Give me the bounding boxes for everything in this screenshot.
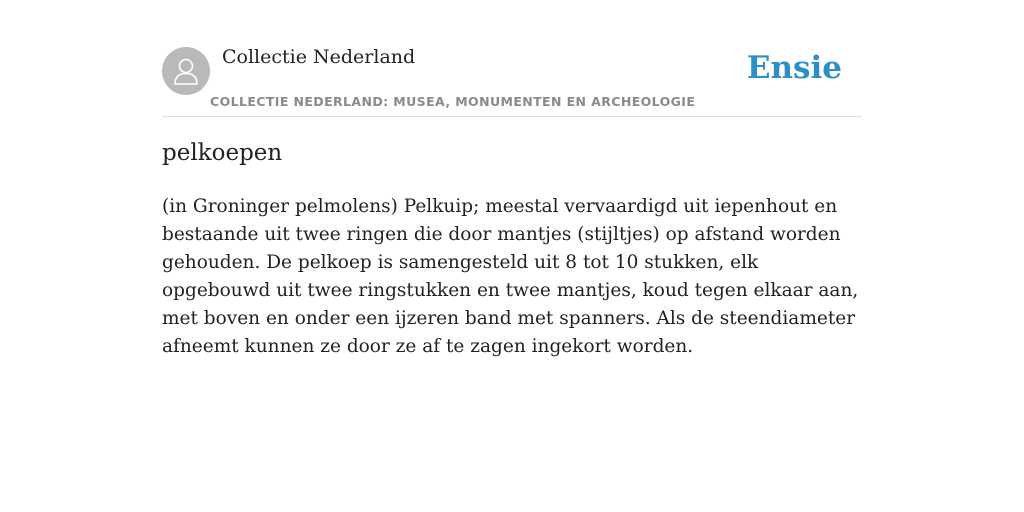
avatar[interactable] [162, 47, 210, 95]
entry-header [162, 0, 862, 117]
user-silhouette-icon [172, 56, 200, 86]
author-subtitle: COLLECTIE NEDERLAND: MUSEA, MONUMENTEN EN ARCHEOLOGIE [210, 94, 696, 109]
brand-logo[interactable]: Ensie [746, 50, 842, 86]
entry-definition: (in Groninger pelmolens) Pelkuip; meestal vervaardigd uit iepenhout en bestaande uit twee ringen die door mantjes (stijltjes) op afstand worden gehouden. De pelkoep is samengesteld uit 8 tot 10 stukken, elk opgebouwd uit twee ringstukken en twee mantjes, koud tegen elkaar aan, met boven en onder een ijzeren band met spanners. Als de steendiameter afneemt kunnen ze door ze af te zagen ingekort worden. [162, 196, 859, 357]
author-name[interactable]: Collectie Nederland [222, 46, 416, 68]
entry-term: pelkoepen [162, 140, 283, 166]
entry-card [162, 0, 862, 357]
